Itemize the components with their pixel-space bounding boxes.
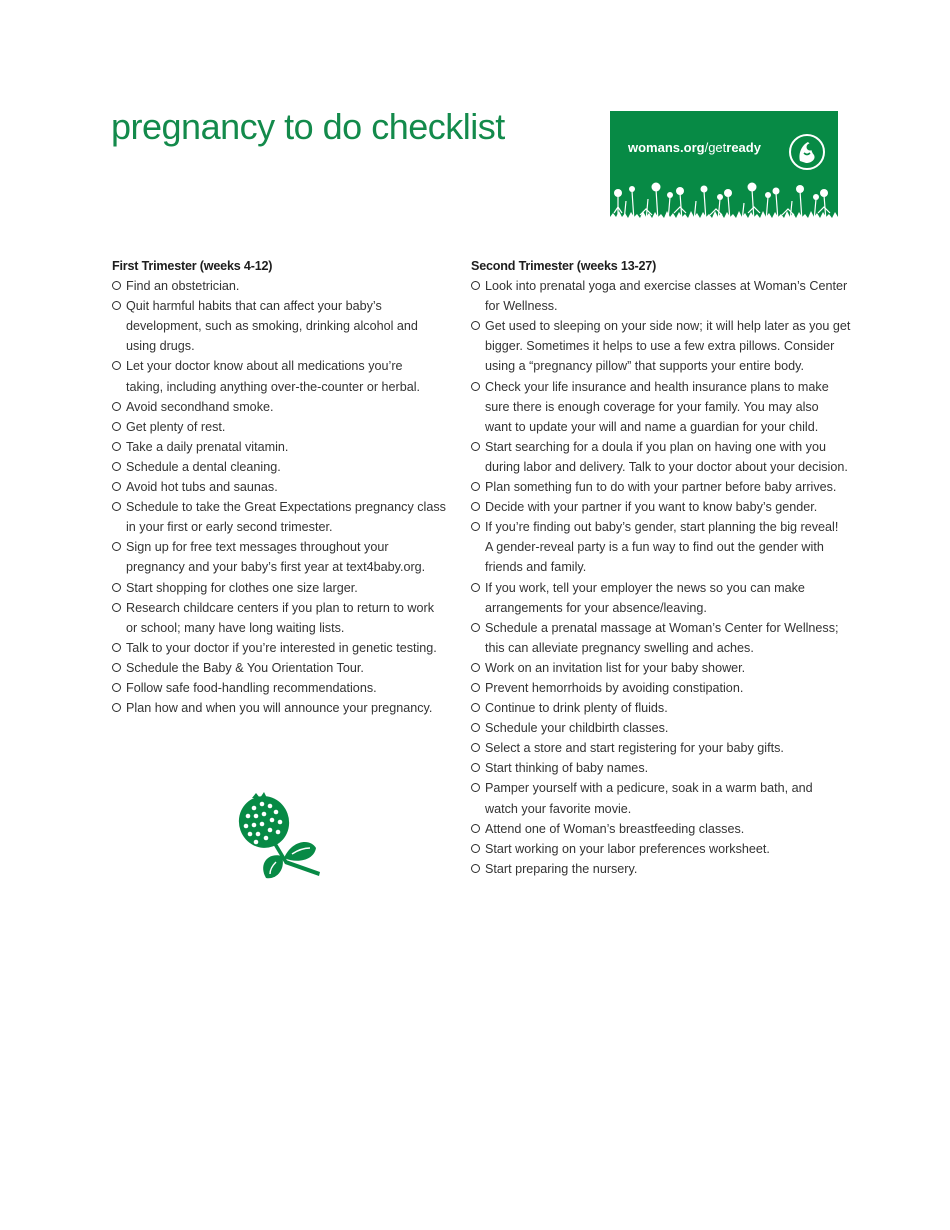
checklist-item[interactable] <box>471 377 851 437</box>
checklist-item-text: Check your life insurance and health insurance plans to make sure there is enough coverage for your family. You may also want to update your will and name a guardian for your child. <box>485 379 829 434</box>
checkbox-circle-icon[interactable] <box>471 321 480 330</box>
first-trimester-section <box>112 256 452 718</box>
checklist-item-text: Take a daily prenatal vitamin. <box>126 439 289 454</box>
checklist-item-text: Decide with your partner if you want to know baby’s gender. <box>485 500 818 515</box>
checklist-item[interactable] <box>112 578 452 598</box>
checkbox-circle-icon[interactable] <box>112 482 121 491</box>
checklist-item-text: Talk to your doctor if you’re interested in genetic testing. <box>126 640 437 655</box>
checklist-item-text: Avoid hot tubs and saunas. <box>126 480 278 495</box>
checklist-item[interactable] <box>112 276 452 296</box>
checklist-item[interactable] <box>471 517 851 577</box>
checklist-item[interactable] <box>471 497 851 517</box>
checklist-item[interactable] <box>471 839 851 859</box>
checklist-item-text: Sign up for free text messages throughout your pregnancy and your baby’s first year at text4baby.org. <box>126 540 426 575</box>
checklist-item[interactable] <box>112 296 452 356</box>
checkbox-circle-icon[interactable] <box>112 603 121 612</box>
checklist-item-text: Find an obstetrician. <box>126 279 240 294</box>
checkbox-circle-icon[interactable] <box>112 542 121 551</box>
checklist-item-text: Start searching for a doula if you plan on having one with you during labor and delivery. Talk to your doctor about your decision. <box>485 439 848 474</box>
checklist-item[interactable] <box>112 497 452 537</box>
checklist-item[interactable] <box>471 578 851 618</box>
checkbox-circle-icon[interactable] <box>471 683 480 692</box>
womans-logo-icon <box>788 133 826 171</box>
checkbox-circle-icon[interactable] <box>471 763 480 772</box>
checklist-item[interactable] <box>471 437 851 477</box>
checklist-item-text: If you’re finding out baby’s gender, start planning the big reveal! A gender-reveal party is a fun way to find out the gender with friends and family. <box>485 520 839 575</box>
checklist-item-text: Start thinking of baby names. <box>485 761 649 776</box>
checklist-item-text: Pamper yourself with a pedicure, soak in a warm bath, and watch your favorite movie. <box>485 781 813 816</box>
checklist-item-text: Schedule your childbirth classes. <box>485 721 669 736</box>
checklist-item[interactable] <box>471 658 851 678</box>
checklist-item-text: Start working on your labor preferences worksheet. <box>485 841 770 856</box>
checklist-item-text: Avoid secondhand smoke. <box>126 399 274 414</box>
checklist-item[interactable] <box>112 477 452 497</box>
page-title: pregnancy to do checklist <box>111 106 505 147</box>
checklist-item-text: Start shopping for clothes one size larger. <box>126 580 358 595</box>
checklist-item[interactable] <box>471 758 851 778</box>
checkbox-circle-icon[interactable] <box>112 301 121 310</box>
checklist-item[interactable] <box>471 859 851 879</box>
checklist-item[interactable] <box>471 477 851 497</box>
checkbox-circle-icon[interactable] <box>112 683 121 692</box>
checkbox-circle-icon[interactable] <box>471 583 480 592</box>
checkbox-circle-icon[interactable] <box>471 824 480 833</box>
checklist-item[interactable] <box>112 417 452 437</box>
checklist-item-text: Quit harmful habits that can affect your baby’s development, such as smoking, drinking alcohol and using drugs. <box>126 299 418 354</box>
checklist-item-text: Select a store and start registering for your baby gifts. <box>485 741 784 756</box>
checkbox-circle-icon[interactable] <box>112 502 121 511</box>
womans-banner[interactable] <box>610 111 838 223</box>
checklist-item[interactable] <box>471 778 851 818</box>
checkbox-circle-icon[interactable] <box>471 502 480 511</box>
checklist-item[interactable] <box>112 457 452 477</box>
checklist-item-text: Schedule a dental cleaning. <box>126 459 281 474</box>
checkbox-circle-icon[interactable] <box>112 361 121 370</box>
checklist-item-text: Research childcare centers if you plan to return to work or school; many have long waiting lists. <box>126 600 434 635</box>
checkbox-circle-icon[interactable] <box>112 422 121 431</box>
clover-flower-icon <box>236 792 326 884</box>
checklist-item-text: Attend one of Woman’s breastfeeding classes. <box>485 821 745 836</box>
checklist-item[interactable] <box>471 678 851 698</box>
checklist-item[interactable] <box>112 356 452 396</box>
checkbox-circle-icon[interactable] <box>471 743 480 752</box>
checklist-item-text: Get plenty of rest. <box>126 419 226 434</box>
checklist-item-text: Schedule the Baby & You Orientation Tour. <box>126 660 364 675</box>
checklist-item-text: Work on an invitation list for your baby shower. <box>485 660 746 675</box>
checklist-item[interactable] <box>471 819 851 839</box>
checklist-item[interactable] <box>471 738 851 758</box>
banner-url[interactable]: womans.org/getready <box>628 140 761 155</box>
checkbox-circle-icon[interactable] <box>112 663 121 672</box>
checklist-item[interactable] <box>112 437 452 457</box>
checklist-item-text: Schedule to take the Great Expectations pregnancy class in your first or early second trimester. <box>126 500 446 535</box>
checklist-item-text: Continue to drink plenty of fluids. <box>485 701 668 716</box>
checkbox-circle-icon[interactable] <box>471 723 480 732</box>
checklist-item-text: Plan something fun to do with your partner before baby arrives. <box>485 480 837 495</box>
second-trimester-heading: Second Trimester (weeks 13-27) <box>471 259 657 273</box>
checklist-item-text: Look into prenatal yoga and exercise classes at Woman’s Center for Wellness. <box>485 279 848 314</box>
flowers-illustration-icon <box>610 173 838 223</box>
checkbox-circle-icon[interactable] <box>112 643 121 652</box>
checkbox-circle-icon[interactable] <box>112 583 121 592</box>
second-trimester-section <box>471 256 851 879</box>
checklist-item[interactable] <box>112 598 452 638</box>
checklist-item-text: Prevent hemorrhoids by avoiding constipation. <box>485 680 744 695</box>
checkbox-circle-icon[interactable] <box>471 382 480 391</box>
checkbox-circle-icon[interactable] <box>471 703 480 712</box>
checkbox-circle-icon[interactable] <box>471 844 480 853</box>
second-trimester-checklist <box>471 276 851 879</box>
checkbox-circle-icon[interactable] <box>112 281 121 290</box>
checklist-item-text: Plan how and when you will announce your pregnancy. <box>126 701 433 716</box>
checklist-item[interactable] <box>112 678 452 698</box>
checklist-item[interactable] <box>471 718 851 738</box>
checklist-item-text: Start preparing the nursery. <box>485 861 638 876</box>
checkbox-circle-icon[interactable] <box>471 482 480 491</box>
checkbox-circle-icon[interactable] <box>112 402 121 411</box>
checklist-item-text: Get used to sleeping on your side now; it will help later as you get bigger. Sometimes it helps to use a few extra pillows. Consider using a “pregnancy pillow” that supports your entire body. <box>485 319 851 374</box>
checklist-item[interactable] <box>471 618 851 658</box>
checkbox-circle-icon[interactable] <box>112 462 121 471</box>
checklist-item-text: Follow safe food-handling recommendations. <box>126 680 377 695</box>
checkbox-circle-icon[interactable] <box>471 281 480 290</box>
checkbox-circle-icon[interactable] <box>112 442 121 451</box>
checkbox-circle-icon[interactable] <box>471 783 480 792</box>
checklist-item[interactable] <box>112 397 452 417</box>
first-trimester-heading: First Trimester (weeks 4-12) <box>112 259 273 273</box>
checklist-item[interactable] <box>112 537 452 577</box>
checkbox-circle-icon[interactable] <box>471 522 480 531</box>
checklist-item[interactable] <box>471 698 851 718</box>
checklist-item-text: If you work, tell your employer the news so you can make arrangements for your absence/leaving. <box>485 580 805 615</box>
first-trimester-checklist <box>112 276 452 718</box>
checklist-item-text: Schedule a prenatal massage at Woman’s Center for Wellness; this can alleviate pregnancy swelling and aches. <box>485 620 839 655</box>
checkbox-circle-icon[interactable] <box>471 663 480 672</box>
checklist-item-text: Let your doctor know about all medications you’re taking, including anything over-the-counter or herbal. <box>126 359 421 394</box>
checklist-item[interactable] <box>112 698 452 718</box>
checkbox-circle-icon[interactable] <box>112 703 121 712</box>
checklist-item[interactable] <box>471 316 851 376</box>
checklist-item[interactable] <box>471 276 851 316</box>
checkbox-circle-icon[interactable] <box>471 864 480 873</box>
checkbox-circle-icon[interactable] <box>471 623 480 632</box>
checkbox-circle-icon[interactable] <box>471 442 480 451</box>
checklist-item[interactable] <box>112 638 452 658</box>
checklist-item[interactable] <box>112 658 452 678</box>
